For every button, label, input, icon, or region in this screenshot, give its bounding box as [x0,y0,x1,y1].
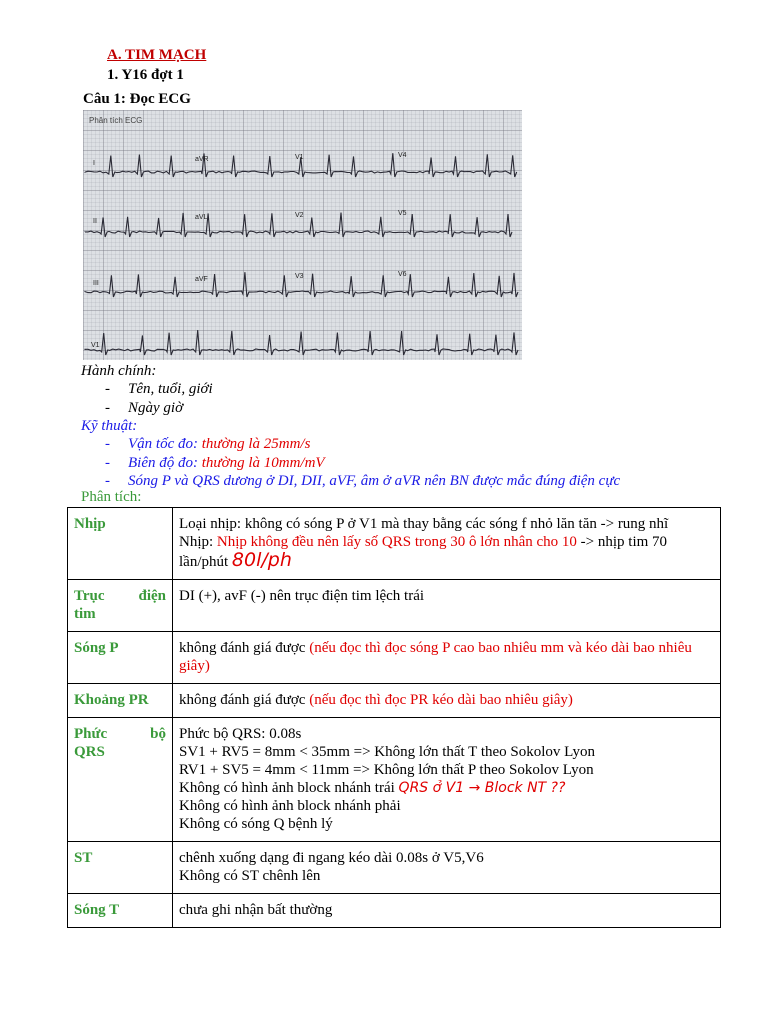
bullet-dash: - [105,381,110,397]
bullet-dash: - [105,473,110,489]
qrs-line: Không có hình ảnh block nhánh phải [179,798,401,814]
row-label-st: ST [68,842,173,894]
lead-label: II [93,218,97,225]
row-label-pr: Khoảng PR [68,684,173,718]
section-heading: A. TIM MẠCH [107,47,207,63]
row-content-rhythm [173,508,721,580]
lead-label: aVF [195,276,208,283]
st-line: Không có ST chênh lên [179,868,321,884]
table-row [68,894,721,928]
table-row [68,580,721,632]
p-wave-note: (nếu đọc thì đọc sóng P cao bao nhiêu mm và kéo dài bao nhiêu giây) [179,640,692,674]
rhythm-rate [179,533,714,571]
speed-value: thường là 25mm/s [197,436,311,452]
qrs-line: Phức bộ QRS: 0.08s [179,726,302,742]
admin-item: Ngày giờ [128,400,184,416]
table-row [68,684,721,718]
lead-label: V1 [295,154,304,161]
row-label-p-wave: Sóng P [68,632,173,684]
ecg-traces [83,110,522,360]
speed-label: Vận tốc đo: [128,436,198,452]
rate-prefix: Nhịp: [179,534,217,550]
amplitude-label: Biên độ đo: [128,455,198,471]
lead-label: aVL [195,214,208,221]
row-content-qrs [173,718,721,842]
speed-line [128,436,310,453]
rate-result: -> nhịp tim 70 lần/phút [179,534,668,570]
lead-label: I [93,160,95,167]
lead-label: III [93,280,99,287]
lead-label: V6 [398,271,407,278]
lead-label: V5 [398,210,407,217]
axis-label-word: Trục [74,588,105,604]
qrs-line: RV1 + SV5 = 4mm < 11mm => Không lớn thất P theo Sokolov Lyon [179,762,594,778]
row-label-qrs [68,718,173,842]
axis-label-word: điện [138,588,166,604]
qrs-line [179,779,714,797]
amplitude-line [128,455,325,472]
analysis-label: Phân tích: [81,489,142,505]
row-content-p-wave [173,632,721,684]
handwritten-qrs-note: QRS ở V1 → Block NT ?? [398,780,566,796]
axis-label-word: tim [74,606,96,622]
qrs-line: Không có sóng Q bệnh lý [179,816,333,832]
row-label-t-wave: Sóng T [68,894,173,928]
bullet-dash: - [105,436,110,452]
qrs-label-word: bộ [150,726,166,742]
amplitude-value: thường là 10mm/mV [197,455,325,471]
bullet-dash: - [105,400,110,416]
bullet-dash: - [105,455,110,471]
qrs-label-word: QRS [74,744,105,760]
table-row [68,718,721,842]
lead-label: V4 [398,152,407,159]
subsection-heading: 1. Y16 đợt 1 [107,67,184,83]
row-label-rhythm: Nhịp [68,508,173,580]
qrs-label-word: Phức [74,726,108,742]
question-heading: Câu 1: Đọc ECG [83,91,191,107]
admin-item: Tên, tuổi, giới [128,381,213,397]
qrs-line-text: Không có hình ảnh block nhánh trái [179,780,395,796]
row-content-axis: DI (+), avF (-) nên trục điện tim lệch trái [173,580,721,632]
table-row [68,508,721,580]
pr-note: (nếu đọc thì đọc PR kéo dài bao nhiêu giây) [309,692,573,708]
lead-label: V3 [295,273,304,280]
p-wave-text: không đánh giá được [179,640,310,656]
polarity-line: Sóng P và QRS dương ở DI, DII, aVF, âm ở aVR nên BN được mắc đúng điện cực [128,473,621,489]
rate-method: Nhịp không đều nên lấy số QRS trong 30 ô lớn nhân cho 10 [216,534,577,550]
admin-label: Hành chính: [81,363,157,379]
row-label-axis [68,580,173,632]
qrs-line: SV1 + RV5 = 8mm < 35mm => Không lớn thất T theo Sokolov Lyon [179,744,595,760]
row-content-t-wave: chưa ghi nhận bất thường [173,894,721,928]
lead-label: aVR [195,156,209,163]
table-row [68,632,721,684]
rhythm-type: Loại nhịp: không có sóng P ở V1 mà thay bằng các sóng f nhỏ lăn tăn -> rung nhĩ [179,516,669,532]
st-line: chênh xuống dạng đi ngang kéo dài 0.08s ở V5,V6 [179,850,484,866]
ecg-title: Phân tích ECG [89,116,143,125]
analysis-table [67,507,721,928]
row-content-st [173,842,721,894]
row-content-pr [173,684,721,718]
pr-text: không đánh giá được [179,692,310,708]
ecg-image [83,110,522,360]
handwritten-rate: 80l/ph [231,549,292,571]
table-row [68,842,721,894]
lead-label: V1 [91,342,100,349]
lead-label: V2 [295,212,304,219]
technique-label: Kỹ thuật: [81,418,138,434]
